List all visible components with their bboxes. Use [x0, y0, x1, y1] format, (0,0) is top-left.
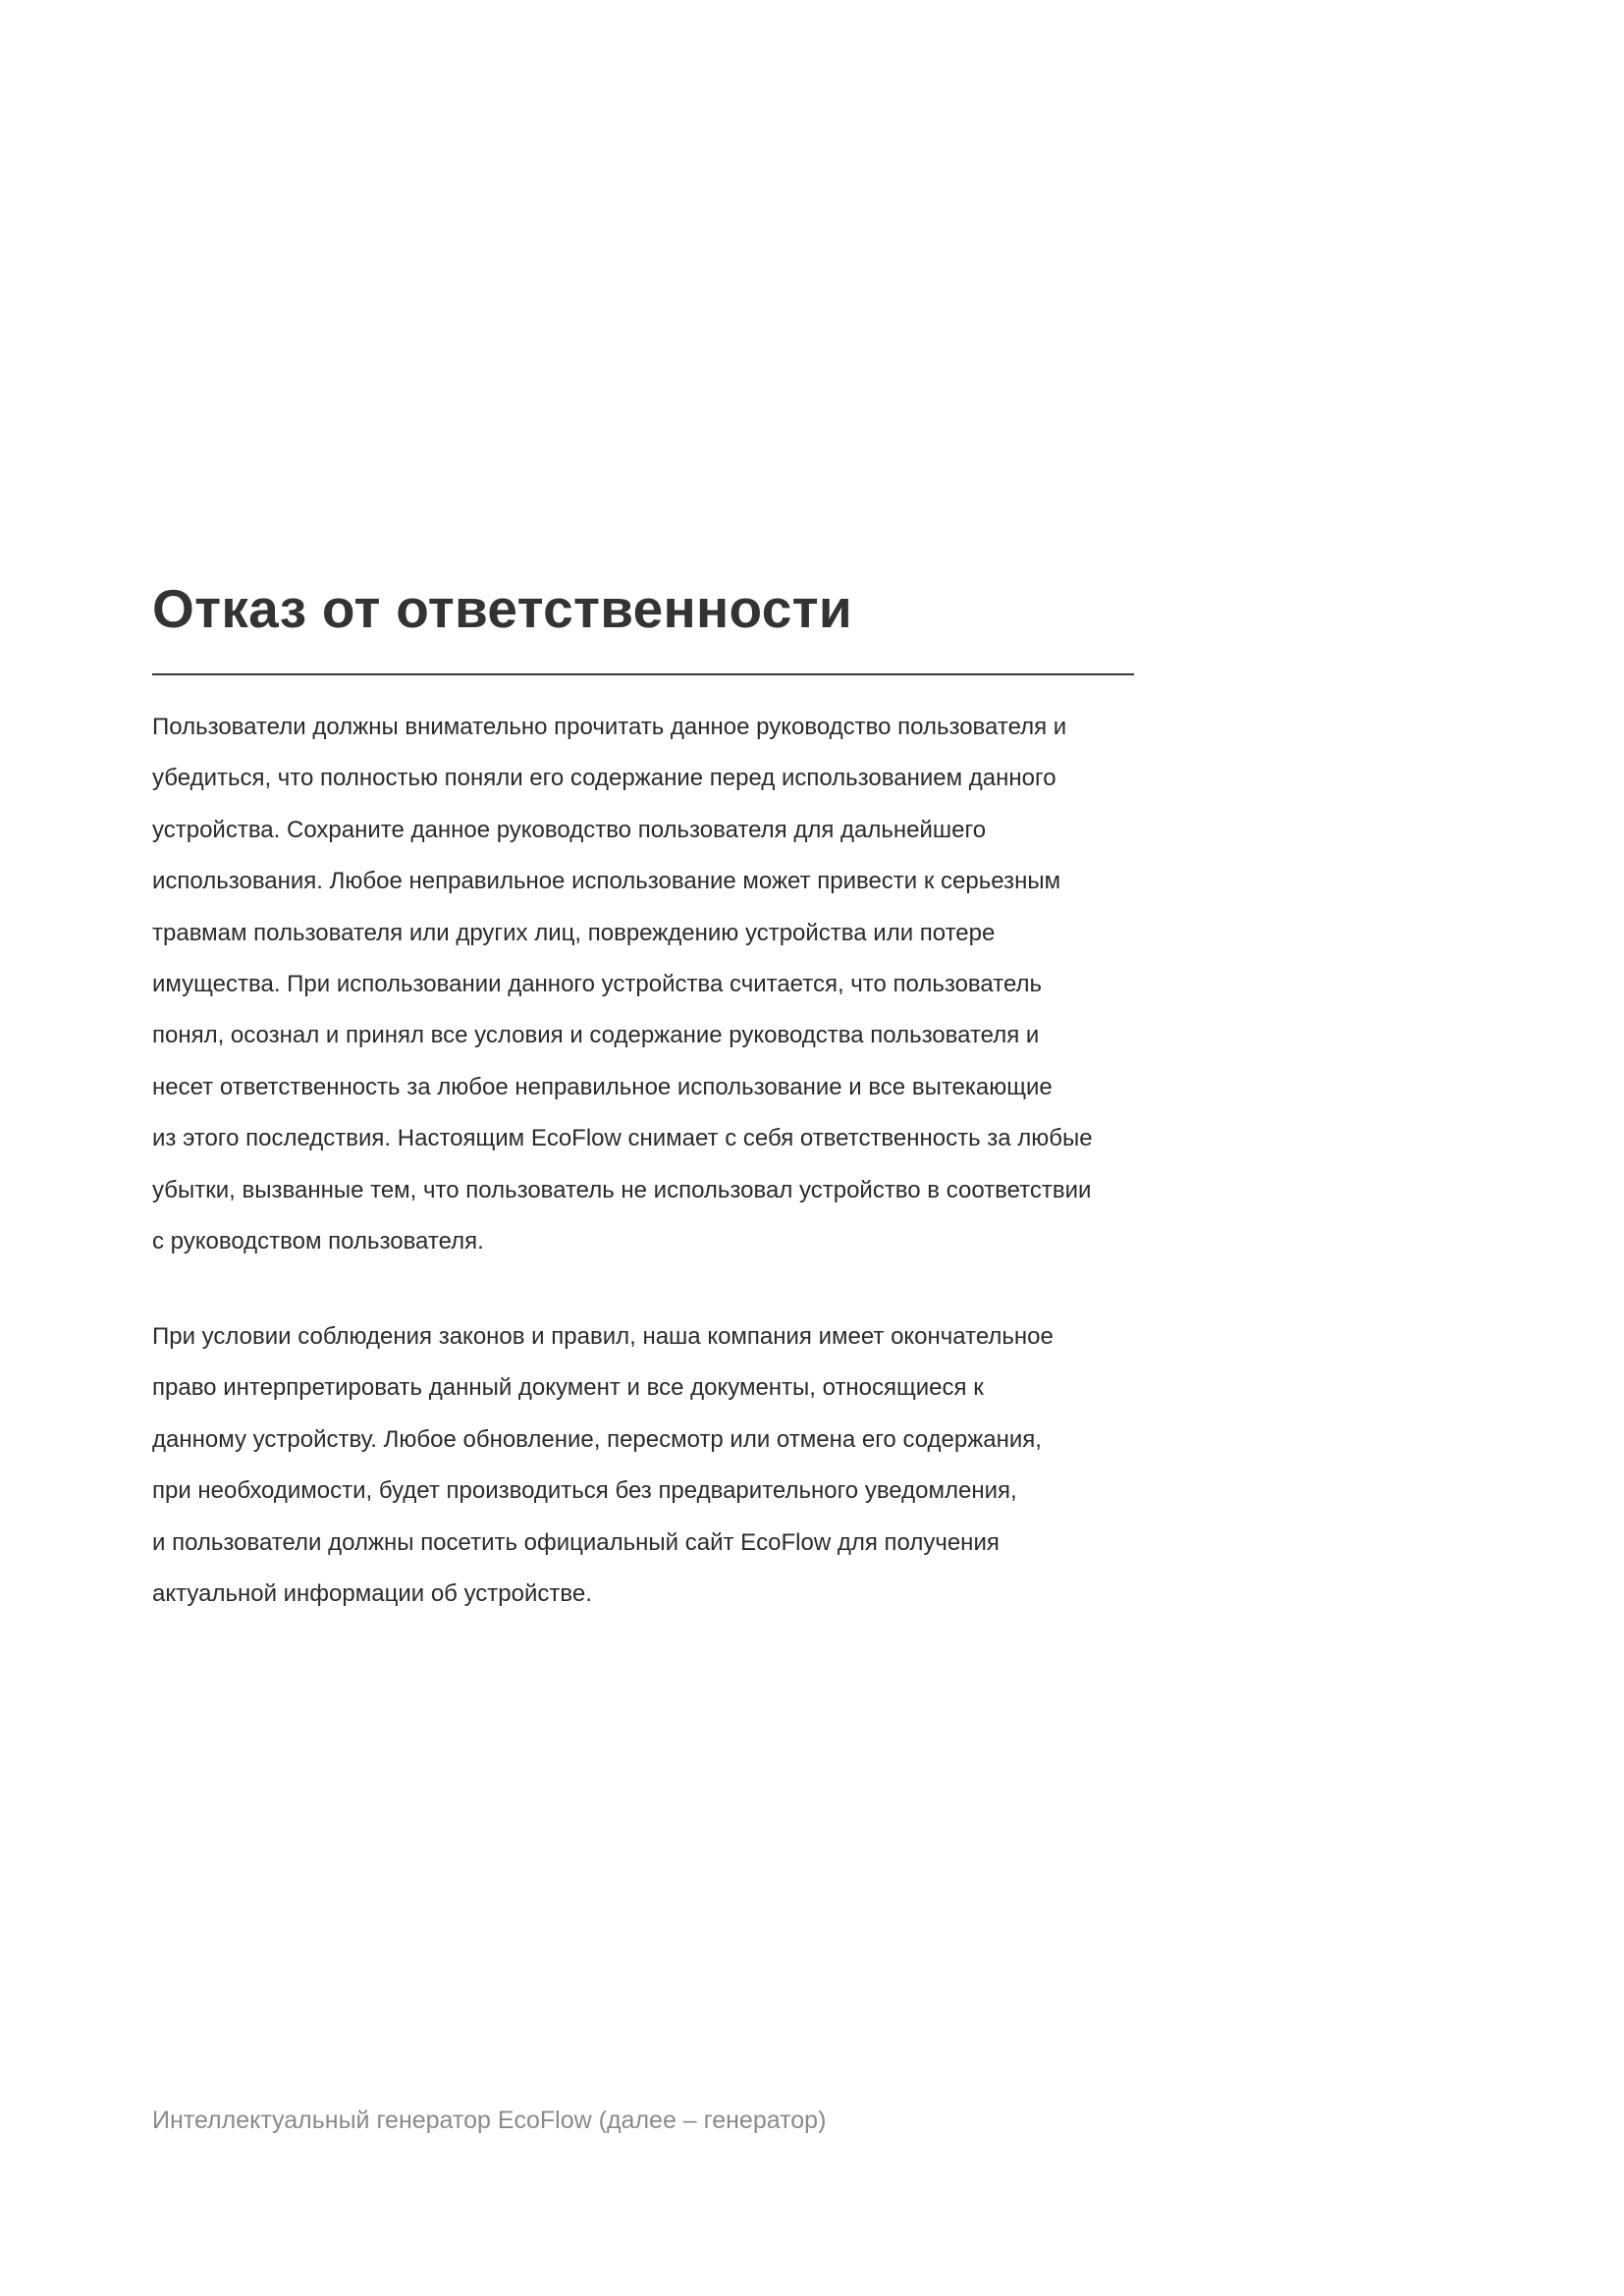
disclaimer-paragraph-2	[152, 1311, 1054, 1620]
paragraph-line: понял, осознал и принял все условия и содержание руководства пользователя и	[152, 1022, 1040, 1049]
paragraph-line: и пользователи должны посетить официальный сайт EcoFlow для получения	[152, 1528, 1000, 1556]
paragraph-line: использования. Любое неправильное использование может привести к серьезным	[152, 868, 1061, 895]
page-footer: Интеллектуальный генератор EcoFlow (далее – генератор)	[152, 2107, 827, 2134]
paragraph-line: Пользователи должны внимательно прочитать данное руководство пользователя и	[152, 714, 1067, 740]
paragraph-line: право интерпретировать данный документ и все документы, относящиеся к	[152, 1374, 984, 1402]
paragraph-line: из этого последствия. Настоящим EcoFlow снимает с себя ответственность за любые	[152, 1125, 1093, 1152]
paragraph-line: с руководством пользователя.	[152, 1228, 484, 1255]
disclaimer-paragraph-1	[152, 702, 1093, 1267]
paragraph-line: при необходимости, будет производиться без предварительного уведомления,	[152, 1477, 1017, 1505]
paragraph-line: убедиться, что полностью поняли его содержание перед использованием данного	[152, 765, 1056, 792]
page-title: Отказ от ответственности	[152, 578, 852, 639]
paragraph-line: имущества. При использовании данного устройства считается, что пользователь	[152, 971, 1043, 998]
paragraph-line: При условии соблюдения законов и правил, наша компания имеет окончательное	[152, 1323, 1054, 1350]
paragraph-line: данному устройству. Любое обновление, пересмотр или отмена его содержания,	[152, 1425, 1042, 1453]
paragraph-line: актуальной информации об устройстве.	[152, 1580, 592, 1608]
paragraph-line: несет ответственность за любое неправильное использование и все вытекающие	[152, 1073, 1053, 1100]
paragraph-line: устройства. Сохраните данное руководство пользователя для дальнейшего	[152, 816, 987, 843]
paragraph-line: убытки, вызванные тем, что пользователь не использовал устройство в соответствии	[152, 1176, 1092, 1203]
heading-divider	[152, 673, 1134, 675]
paragraph-line: травмам пользователя или других лиц, повреждению устройства или потере	[152, 919, 996, 946]
